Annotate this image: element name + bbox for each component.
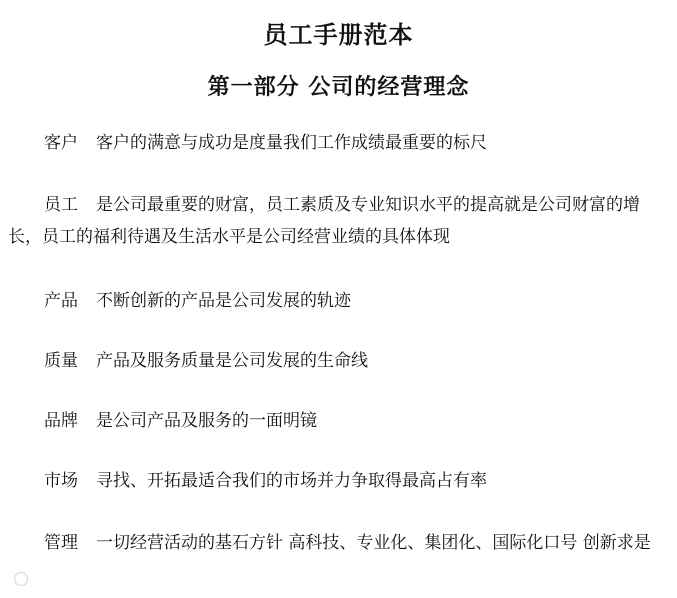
entry-term: 员工 <box>44 195 78 215</box>
watermark <box>14 572 31 588</box>
entry-term: 产品 <box>44 291 78 311</box>
entry-term: 管理 <box>44 533 78 553</box>
entry-product <box>8 285 672 317</box>
entry-text: 一切经营活动的基石方针 高科技、专业化、集团化、国际化口号 创新求是 <box>96 533 651 553</box>
entry-customer <box>8 127 672 159</box>
entry-term: 质量 <box>44 351 78 371</box>
entry-text: 寻找、开拓最适合我们的市场并力争取得最高占有率 <box>96 471 487 491</box>
entry-text: 客户的满意与成功是度量我们工作成绩最重要的标尺 <box>96 133 487 153</box>
entry-text: 产品及服务质量是公司发展的生命线 <box>96 351 368 371</box>
entry-market <box>8 465 672 497</box>
entry-quality <box>8 345 672 377</box>
watermark-logo-icon <box>14 572 28 586</box>
entry-brand <box>8 405 672 437</box>
section-title: 第一部分 公司的经营理念 <box>207 74 470 100</box>
document-title: 员工手册范本 <box>263 20 414 49</box>
entry-term: 品牌 <box>44 411 78 431</box>
entry-employee <box>8 189 672 253</box>
entry-term: 市场 <box>44 471 78 491</box>
entry-management <box>8 527 672 559</box>
entry-term: 客户 <box>44 133 78 153</box>
entry-text: 不断创新的产品是公司发展的轨迹 <box>96 291 351 311</box>
entry-text: 是公司最重要的财富，员工素质及专业知识水平的提高就是公司财富的增长，员工的福利待遇及生活水平是公司经营业绩的具体体现 <box>8 195 640 247</box>
entry-text: 是公司产品及服务的一面明镜 <box>96 411 317 431</box>
